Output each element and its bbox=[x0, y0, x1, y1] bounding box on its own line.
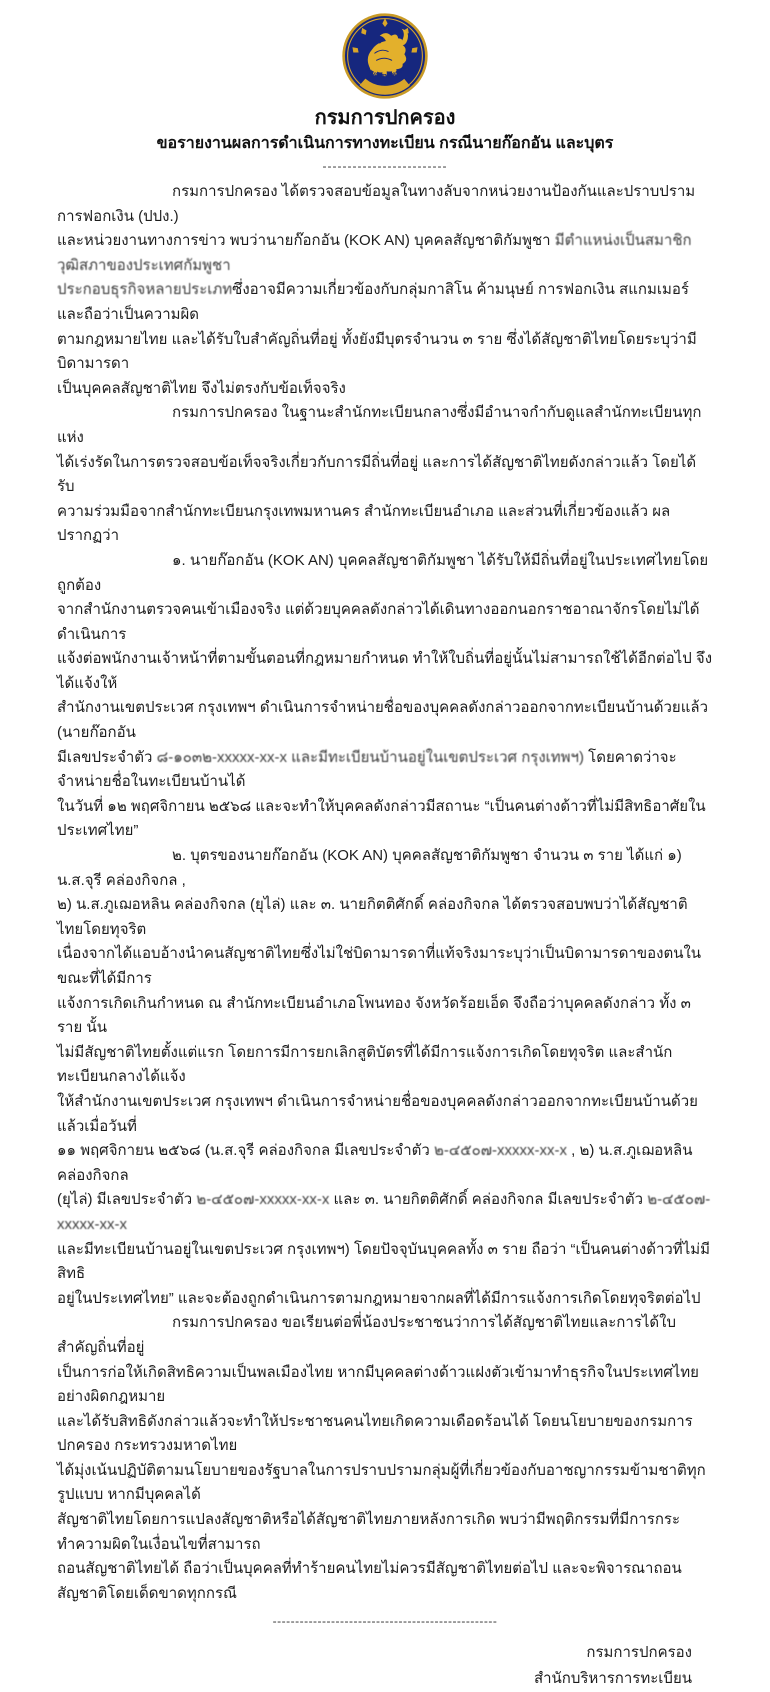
text-segment: , ๒) น.ส.ภูเฌอหลิน คล่องกิจกล bbox=[57, 1142, 693, 1184]
text-line bbox=[57, 696, 713, 745]
separator-dashes-bottom: -------------------------------------------------- bbox=[272, 1614, 498, 1629]
paragraph-4 bbox=[57, 844, 713, 1311]
text-segment: แจ้งต่อพนักงานเจ้าหน้าที่ตามขั้นตอนที่กฎหมายกำหนด ทำให้ใบถิ่นที่อยู่นั้นไม่สามารถใช้ได้อีกต่อไป จึงได้แจ้งให้ bbox=[57, 650, 713, 692]
text-segment: กรมการปกครอง ในฐานะสำนักทะเบียนกลางซึ่งมีอำนาจกำกับดูแลสำนักทะเบียนทุกแห่ง bbox=[57, 404, 702, 446]
paragraph-5 bbox=[57, 1311, 713, 1606]
text-segment: และหน่วยงานทางการข่าว พบว่านายก๊อกอัน (KOK AN) บุคคลสัญชาติกัมพูชา bbox=[57, 232, 555, 250]
text-line bbox=[57, 992, 713, 1041]
text-segment: ๒. บุตรของนายก๊อกอัน (KOK AN) บุคคลสัญชาติกัมพูชา จำนวน ๓ ราย ได้แก่ ๑) น.ส.จุรี คล่องกิจกล , bbox=[57, 847, 682, 889]
text-segment: โดยคาดว่าจะจำหน่ายชื่อในทะเบียนบ้านได้ bbox=[57, 748, 677, 791]
paragraph-1 bbox=[57, 180, 713, 401]
text-segment: ให้สำนักงานเขตประเวศ กรุงเทพฯ ดำเนินการจำหน่ายชื่อของบุคคลดังกล่าวออกจากทะเบียนบ้านด้วยแล้วเมื่อวันที่ bbox=[57, 1092, 698, 1135]
text-segment: (ยุไล่) มีเลขประจำตัว bbox=[57, 1191, 197, 1209]
text-line bbox=[57, 942, 713, 991]
signature-org: กรมการปกครอง bbox=[586, 1644, 692, 1662]
text-line bbox=[57, 500, 713, 549]
text-line bbox=[57, 1041, 713, 1090]
patched-text-segment: ๒-๔๕๐๗-xxxxx-xx-x bbox=[57, 1191, 711, 1233]
text-line bbox=[57, 1287, 713, 1312]
text-segment: ได้มุ่งเน้นปฏิบัติตามนโยบายของรัฐบาลในการปราบปรามกลุ่มผู้ที่เกี่ยวข้องกับอาชญากรรมข้ามชาติทุกรูปแบบ หากมีบุคคลได้ bbox=[57, 1461, 706, 1504]
text-line bbox=[57, 549, 713, 598]
text-line bbox=[57, 1508, 713, 1557]
text-line bbox=[57, 1090, 713, 1139]
signature-bureau: สำนักบริหารการทะเบียน bbox=[533, 1670, 692, 1688]
text-segment: มีเลขประจำตัว bbox=[57, 748, 157, 766]
paragraph-2 bbox=[57, 401, 713, 549]
patched-text-segment: ๒-๔๕๐๗-xxxxx-xx-x bbox=[196, 1191, 330, 1209]
text-line bbox=[57, 377, 713, 402]
text-line bbox=[57, 1557, 713, 1606]
text-line bbox=[57, 795, 713, 844]
text-segment: เนื่องจากได้แอบอ้างนำคนสัญชาติไทยซึ่งไม่ใช่บิดามารดาที่แท้จริงมาระบุว่าเป็นบิดามารดาของตนในขณะที่ได้มีการ bbox=[57, 945, 702, 987]
patched-text-segment: ประกอบธุรกิจหลายประเภท bbox=[57, 281, 233, 299]
text-segment: เป็นการก่อให้เกิดสิทธิความเป็นพลเมืองไทย หากมีบุคคลต่างด้าวแฝงตัวเข้ามาทำธุรกิจในประเทศไทยอย่างผิดกฎหมาย bbox=[57, 1363, 699, 1406]
patched-text-segment: มีตำแหน่งเป็นสมาชิกวุฒิสภาของประเทศกัมพูชา bbox=[57, 232, 692, 274]
text-line bbox=[57, 451, 713, 500]
text-line bbox=[57, 893, 713, 942]
paragraph-3 bbox=[57, 549, 713, 844]
text-line bbox=[57, 229, 713, 278]
text-segment: ได้เร่งรัดในการตรวจสอบข้อเท็จจริงเกี่ยวกับการมีถิ่นที่อยู่ และการได้สัญชาติไทยดังกล่าวแล้ว โดยได้รับ bbox=[57, 453, 697, 496]
text-line bbox=[57, 1410, 713, 1459]
text-line bbox=[57, 598, 713, 647]
text-line bbox=[57, 180, 713, 229]
text-line bbox=[57, 1188, 713, 1237]
document-title: กรมการปกครอง bbox=[314, 107, 456, 129]
text-line bbox=[57, 1238, 713, 1287]
text-segment: ถอนสัญชาติไทยได้ ถือว่าเป็นบุคคลที่ทำร้ายคนไทยไม่ควรมีสัญชาติไทยต่อไป และจะพิจารณาถอนสัญชาติโดยเด็ดขาดทุกกรณี bbox=[57, 1560, 682, 1602]
text-segment: แจ้งการเกิดเกินกำหนด ณ สำนักทะเบียนอำเภอโพนทอง จังหวัดร้อยเอ็ด จึงถือว่าบุคคลดังกล่าว ทั้ง ๓ ราย นั้น bbox=[57, 994, 691, 1037]
text-segment: ๒) น.ส.ภูเฌอหลิน คล่องกิจกล (ยุไล่) และ ๓. นายกิตติศักดิ์ คล่องกิจกล ได้ตรวจสอบพบว่าได้สัญชาติไทยโดยทุจริต bbox=[57, 896, 688, 938]
patched-text-segment: ๒-๔๕๐๗-xxxxx-xx-x bbox=[433, 1142, 567, 1160]
text-segment: ไม่มีสัญชาติไทยตั้งแต่แรก โดยการมีการยกเลิกสูติบัตรที่ได้มีการแจ้งการเกิดโดยทุจริต และสำนักทะเบียนกลางได้แจ้ง bbox=[57, 1043, 673, 1086]
signature-block bbox=[0, 1640, 770, 1692]
text-segment: เป็นบุคคลสัญชาติไทย จึงไม่ตรงกับข้อเท็จจริง bbox=[57, 379, 346, 397]
text-line bbox=[57, 1459, 713, 1508]
text-segment: กรมการปกครอง ได้ตรวจสอบข้อมูลในทางลับจากหน่วยงานป้องกันและปราบปรามการฟอกเงิน (ปปง.) bbox=[57, 183, 696, 225]
text-segment: อยู่ในประเทศไทย” และจะต้องถูกดำเนินการตามกฎหมายจากผลที่ได้มีการแจ้งการเกิดโดยทุจริตต่อไป bbox=[57, 1289, 701, 1307]
text-line bbox=[57, 328, 713, 377]
dopa-seal-logo bbox=[341, 12, 429, 100]
text-segment: และ ๓. นายกิตติศักดิ์ คล่องกิจกล มีเลขประจำตัว bbox=[329, 1191, 648, 1209]
text-segment: ตามกฎหมายไทย และได้รับใบสำคัญถิ่นที่อยู่ ทั้งยังมีบุตรจำนวน ๓ ราย ซึ่งได้สัญชาติไทยโดยระบุว่ามีบิดามารดา bbox=[57, 330, 697, 373]
text-segment: ๑๑ พฤศจิกายน ๒๕๖๘ (น.ส.จุรี คล่องกิจกล มีเลขประจำตัว bbox=[57, 1142, 434, 1160]
text-segment: ๑. นายก๊อกอัน (KOK AN) บุคคลสัญชาติกัมพูชา ได้รับให้มีถิ่นที่อยู่ในประเทศไทยโดยถูกต้อง bbox=[57, 551, 709, 594]
text-line bbox=[57, 1361, 713, 1410]
text-segment: ความร่วมมือจากสำนักทะเบียนกรุงเทพมหานคร สำนักทะเบียนอำเภอ และส่วนที่เกี่ยวข้องแล้ว ผลปรากฏว่า bbox=[57, 502, 671, 545]
text-segment: ซึ่งอาจมีความเกี่ยวข้องกับกลุ่มกาสิโน ค้ามนุษย์ การฟอกเงิน สแกมเมอร์ และถือว่าเป็นความผิด bbox=[57, 281, 689, 323]
document-subtitle: ขอรายงานผลการดำเนินการทางทะเบียน กรณีนายก๊อกอัน และบุตร bbox=[156, 135, 614, 152]
document-body bbox=[57, 180, 713, 1606]
patched-text-segment: ๘-๑๐๓๒-xxxxx-xx-x และมีทะเบียนบ้านอยู่ในเขตประเวศ กรุงเทพฯ) bbox=[156, 748, 584, 766]
text-line bbox=[57, 746, 713, 795]
text-segment: สัญชาติไทยโดยการแปลงสัญชาติหรือได้สัญชาติไทยภายหลังการเกิด พบว่ามีพฤติกรรมที่มีการกระทำความผิดในเงื่อนไขที่สามารถ bbox=[57, 1511, 681, 1553]
text-line bbox=[57, 278, 713, 327]
text-line bbox=[57, 844, 713, 893]
separator-dashes-top: ------------------------- bbox=[322, 159, 448, 173]
text-segment: จากสำนักงานตรวจคนเข้าเมืองจริง แต่ด้วยบุคคลดังกล่าวได้เดินทางออกนอกราชอาณาจักรโดยไม่ได้ดำเนินการ bbox=[57, 601, 700, 643]
text-line bbox=[57, 1139, 713, 1188]
text-segment: กรมการปกครอง ขอเรียนต่อพี่น้องประชาชนว่าการได้สัญชาติไทยและการได้ใบสำคัญถิ่นที่อยู่ bbox=[57, 1314, 676, 1356]
text-line bbox=[57, 647, 713, 696]
seal-text: กรมการปกครอง bbox=[363, 65, 407, 80]
text-segment: สำนักงานเขตประเวศ กรุงเทพฯ ดำเนินการจำหน่ายชื่อของบุคคลดังกล่าวออกจากทะเบียนบ้านด้วยแล้ว (นายก๊อกอัน bbox=[57, 699, 708, 742]
text-line bbox=[57, 401, 713, 450]
lion-eye bbox=[378, 41, 381, 44]
text-segment: ในวันที่ ๑๒ พฤศจิกายน ๒๕๖๘ และจะทำให้บุคคลดังกล่าวมีสถานะ “เป็นคนต่างด้าวที่ไม่มีสิทธิอาศัยในประเทศไทย” bbox=[57, 797, 706, 840]
text-segment: และมีทะเบียนบ้านอยู่ในเขตประเวศ กรุงเทพฯ) โดยปัจจุบันบุคคลทั้ง ๓ ราย ถือว่า “เป็นคนต่างด้าวที่ไม่มีสิทธิ bbox=[57, 1240, 711, 1283]
seal-container bbox=[0, 0, 770, 100]
text-segment: และได้รับสิทธิดังกล่าวแล้วจะทำให้ประชาชนคนไทยเกิดความเดือดร้อนได้ โดยนโยบายของกรมการปกครอง กระทรวงมหาดไทย bbox=[57, 1412, 693, 1455]
text-line bbox=[57, 1311, 713, 1360]
